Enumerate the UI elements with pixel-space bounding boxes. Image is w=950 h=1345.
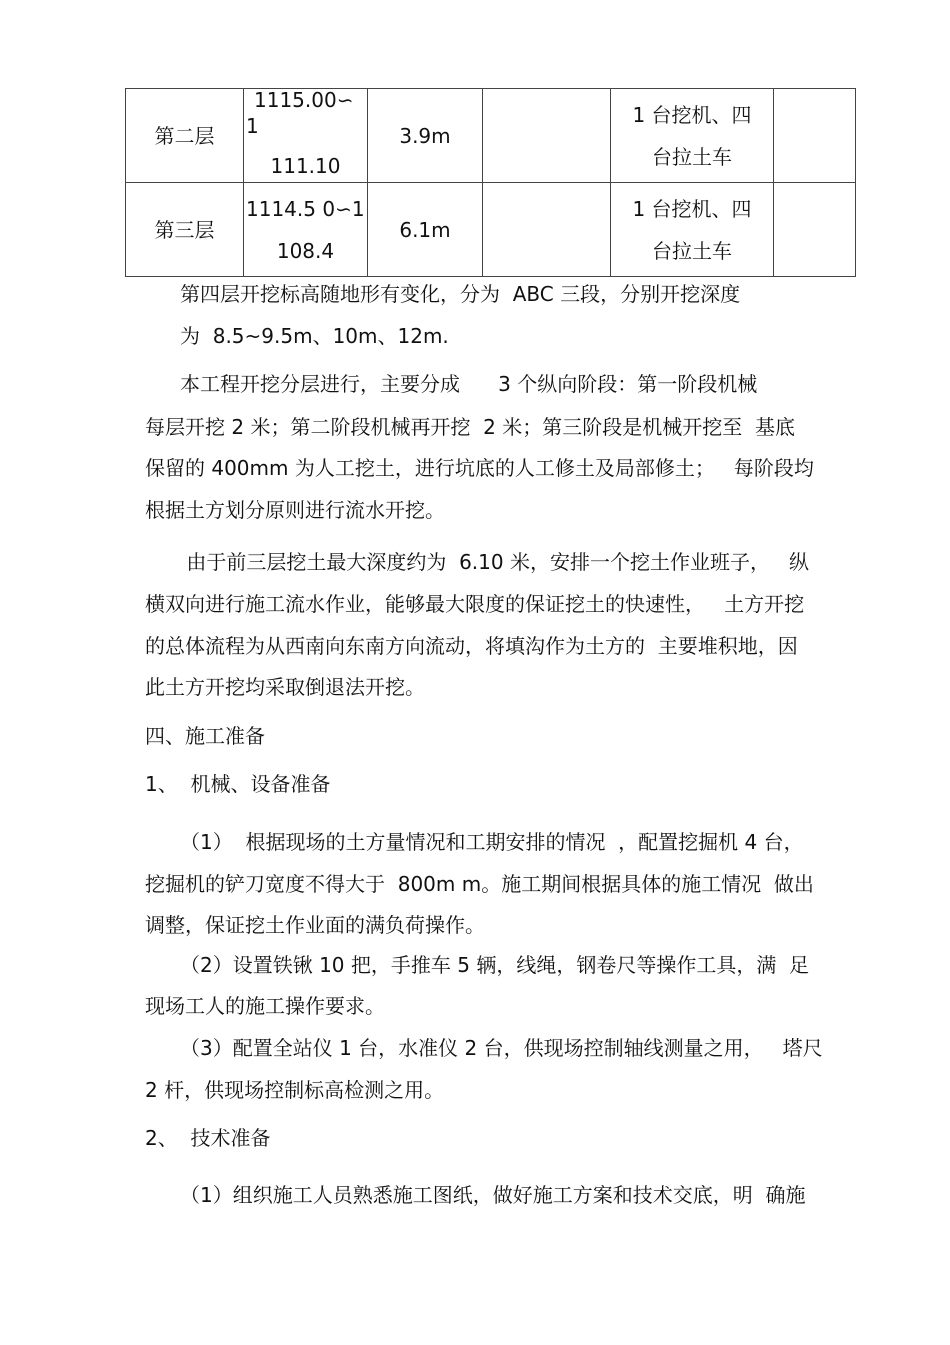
remark-cell [774,89,856,183]
body-text-line: 保留的 400mm 为人工挖土，进行坑底的人工修土及局部修土； 每阶段均 [145,456,814,480]
elevation-cell [244,183,368,277]
elevation-line: 111.10 [270,153,341,178]
empty-cell [483,183,611,277]
machinery-cell [611,89,774,183]
body-text-line: （1）组织施工人员熟悉施工图纸，做好施工方案和技术交底，明 确施 [180,1183,806,1207]
machinery-line: 台拉土车 [652,238,732,263]
elevation-cell [244,89,368,183]
excavation-table [125,88,856,277]
layer-cell: 第三层 [126,183,244,277]
body-text-line: 每层开挖 2 米；第二阶段机械再开挖 2 米；第三阶段是机械开挖至 基底 [145,415,795,439]
elevation-line: 1115.00∽ [254,87,354,112]
body-text-line: 现场工人的施工操作要求。 [145,994,385,1018]
body-text-line: （2）设置铁锹 10 把，手推车 5 辆，线绳，钢卷尺等操作工具，满 足 [180,953,810,977]
subsection-heading: 2、 技术准备 [145,1126,271,1150]
body-text-line: 此土方开挖均采取倒退法开挖。 [145,675,425,699]
section-heading: 四、施工准备 [145,724,265,748]
machinery-line: 1 台挖机、四 [632,196,752,221]
subsection-heading: 1、 机械、设备准备 [145,772,331,796]
body-text-line: 的总体流程为从西南向东南方向流动，将填沟作为土方的 主要堆积地，因 [145,634,798,658]
body-text-line: 根据土方划分原则进行流水开挖。 [145,498,445,522]
body-text-line: 2 杆，供现场控制标高检测之用。 [145,1078,445,1102]
body-text-line: 横双向进行施工流水作业，能够最大限度的保证挖土的快速性， 土方开挖 [145,592,805,616]
depth-cell: 3.9m [368,89,483,183]
empty-cell [483,89,611,183]
body-text-line: （3）配置全站仪 1 台，水准仪 2 台，供现场控制轴线测量之用， 塔尺 [180,1036,823,1060]
body-text-line: （1） 根据现场的土方量情况和工期安排的情况 ，配置挖掘机 4 台， [180,830,804,854]
machinery-cell [611,183,774,277]
body-text-line: 由于前三层挖土最大深度约为 6.10 米，安排一个挖土作业班子， 纵 [180,550,810,574]
elevation-line: 108.4 [276,238,335,263]
depth-cell: 6.1m [368,183,483,277]
machinery-line: 台拉土车 [652,144,732,169]
layer-cell: 第二层 [126,89,244,183]
body-text-line: 调整，保证挖土作业面的满负荷操作。 [145,913,485,937]
elevation-line: 1 [246,113,259,138]
body-text-line: 挖掘机的铲刀宽度不得大于 800m m。施工期间根据具体的施工情况 做出 [145,872,814,896]
machinery-line: 1 台挖机、四 [632,102,752,127]
body-text-line: 为 8.5~9.5m、10m、12m. [180,324,449,348]
body-text-line: 本工程开挖分层进行，主要分成 3 个纵向阶段：第一阶段机械 [180,372,758,396]
elevation-line: 1114.5 0∽1 [246,196,365,221]
remark-cell [774,183,856,277]
table-row [126,183,856,277]
body-text-line: 第四层开挖标高随地形有变化，分为 ABC 三段，分别开挖深度 [180,282,741,306]
table-row [126,89,856,183]
